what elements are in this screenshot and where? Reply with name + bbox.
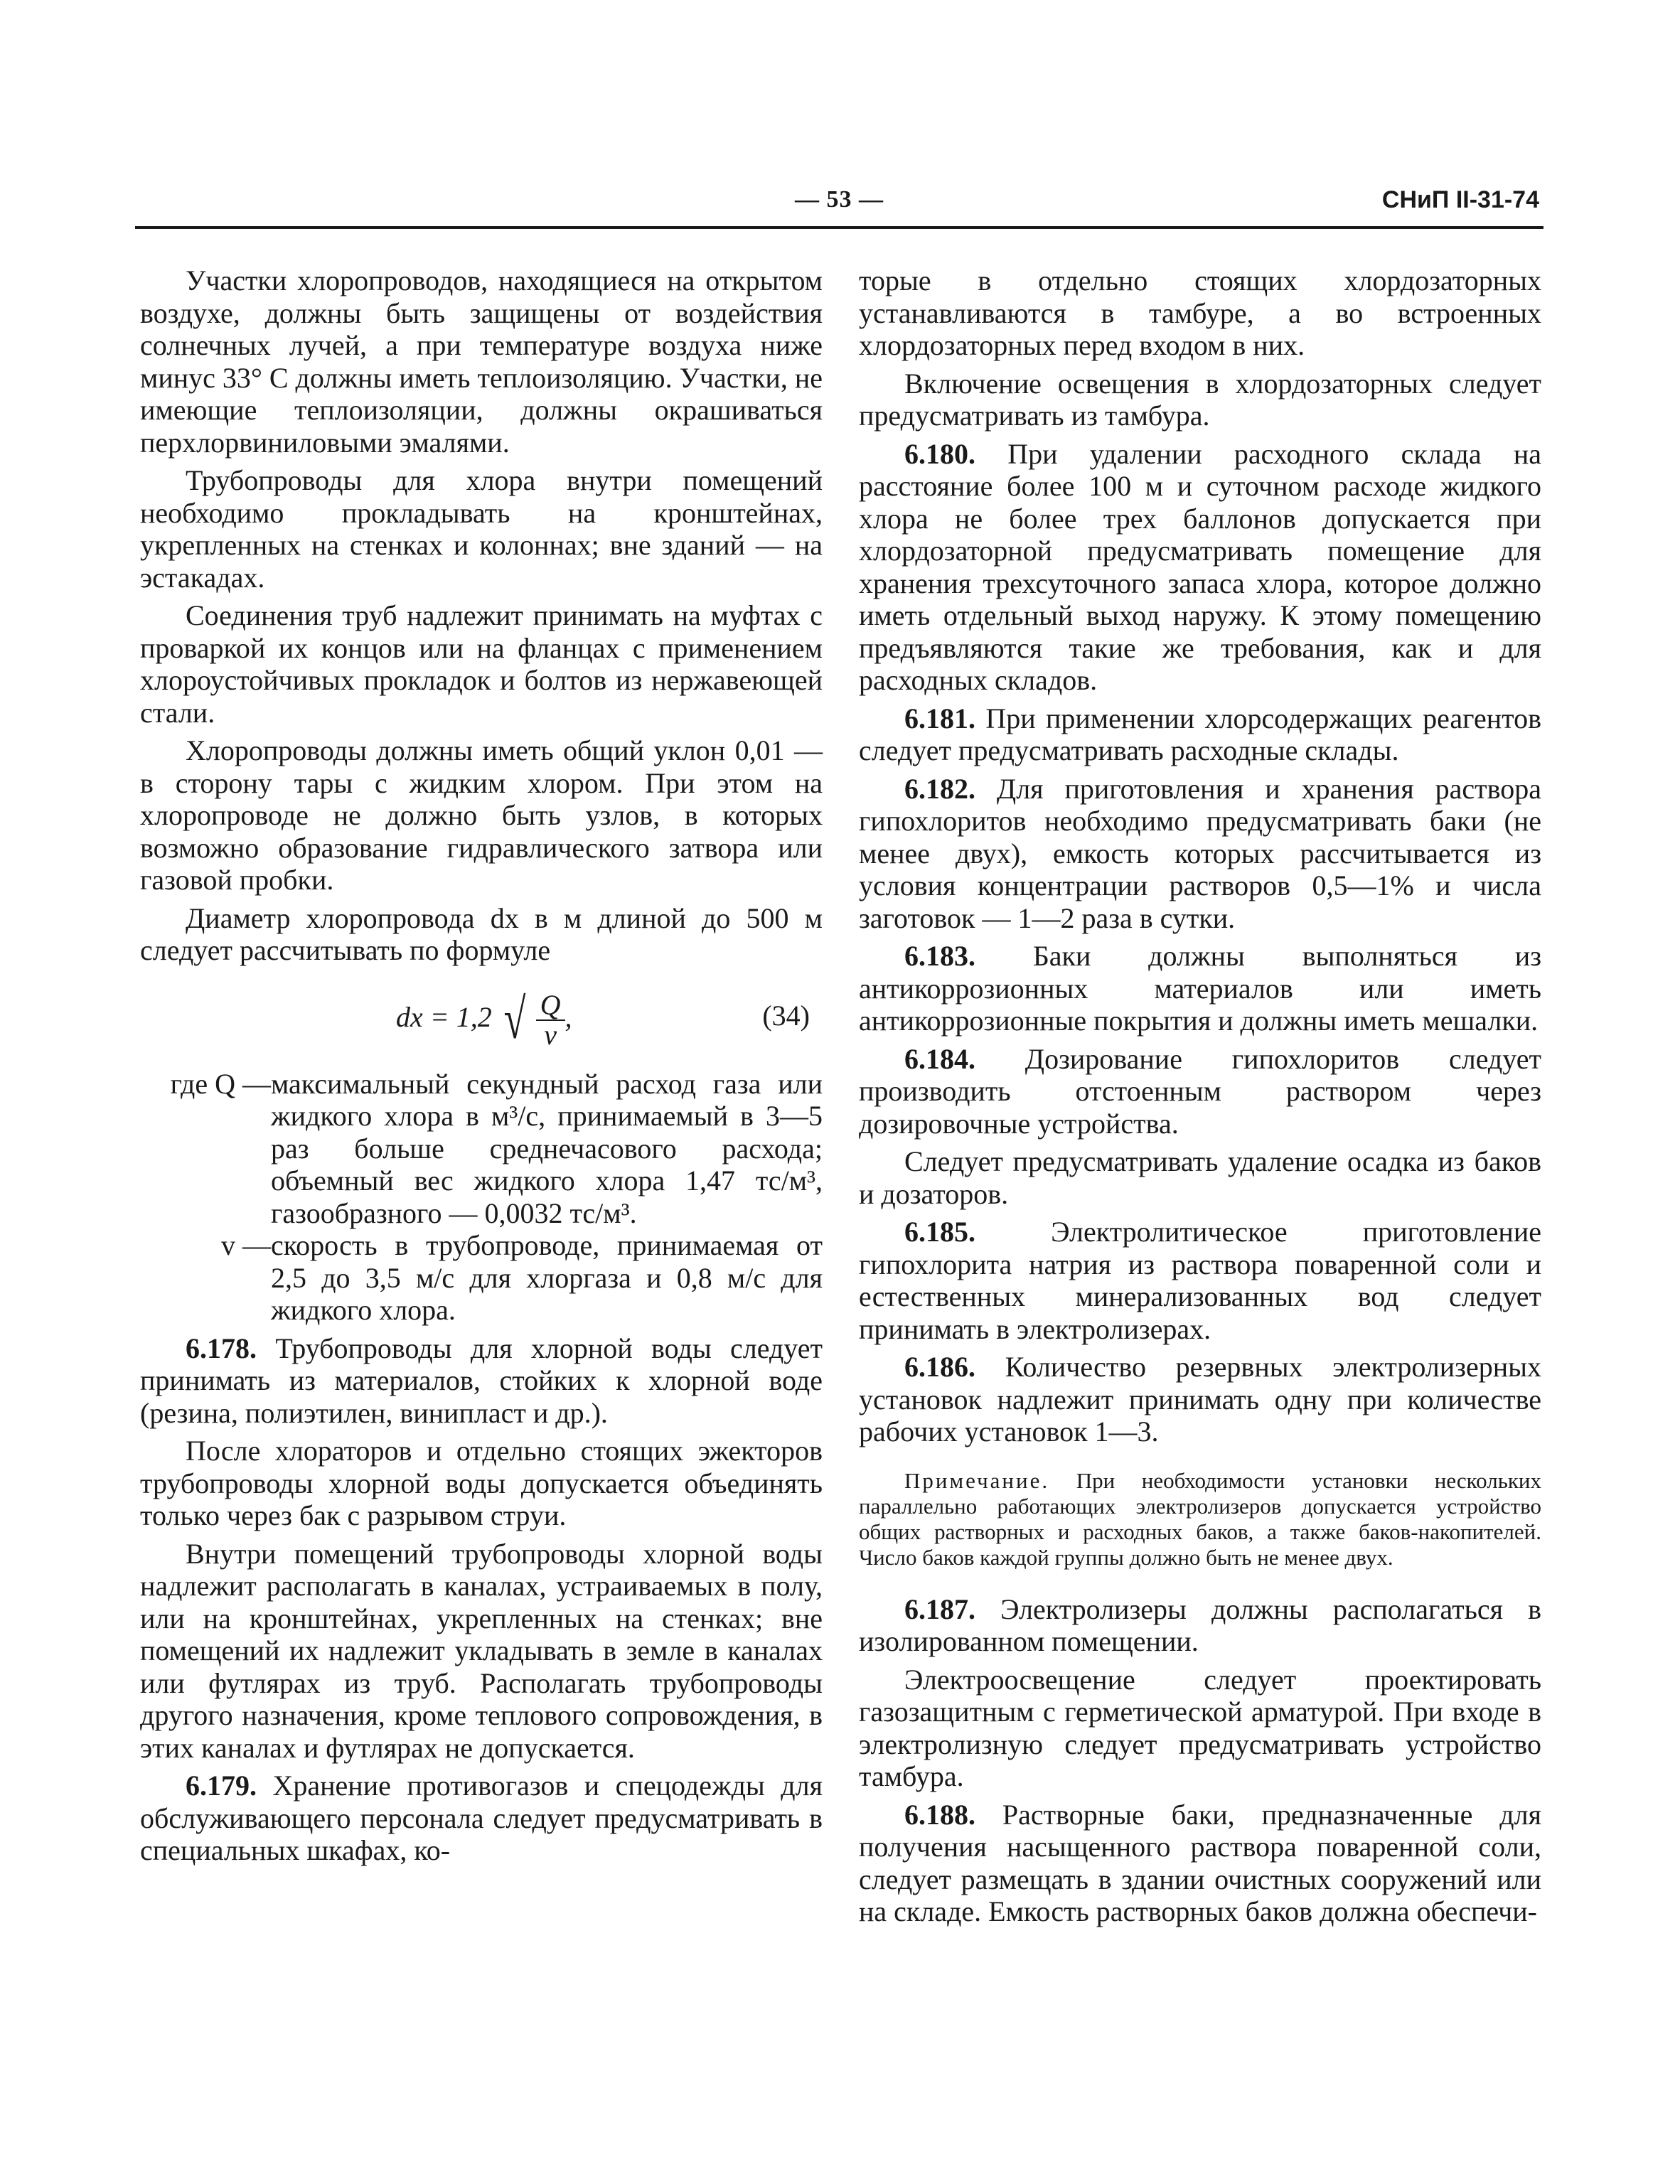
section-text: Количество резервных электролизерных установок надлежит принимать одну при количестве рабочих установок 1—3. <box>859 1351 1542 1447</box>
note-label: Примечание. <box>904 1467 1050 1493</box>
left-column <box>140 264 823 1867</box>
variable-definition: максимальный секундный расход газа или жидкого хлора в м³/с, принимаемый в 3—5 раз больше среднечасового расхода; объемный вес жидкого хлора 1,47 тс/м³, газообразного — 0,0032 тс/м³. <box>271 1067 823 1229</box>
paragraph: Участки хлоропроводов, находящиеся на открытом воздухе, должны быть защищены от воздействия солнечных лучей, а при температуре воздуха ниже минус 33° С должны иметь теплоизоляцию. Участки, не имеющие теплоизоляции, должны окрашиваться перхлорвиниловыми эмалями. <box>140 264 823 459</box>
variable-key: v — <box>221 1229 271 1261</box>
section-number: 6.181. <box>904 702 975 734</box>
page-number: — 53 — <box>795 186 884 213</box>
section-text: Хранение противогазов и спецодежды для обслуживающего персонала следует предусматривать в специальных шкафах, ко- <box>140 1770 823 1866</box>
document-code: СНиП II-31-74 <box>1381 186 1539 213</box>
section-number: 6.183. <box>904 940 975 972</box>
formula-34 <box>140 975 823 1061</box>
note <box>859 1468 1541 1570</box>
formula-fraction <box>536 988 565 1051</box>
section-text: Для приготовления и хранения раствора гипохлоритов необходимо предусматривать баки (не менее двух), емкость которых рассчитывается из условия концентрации растворов 0,5—1% и числа заготовок — 1—2 раза в сутки. <box>859 772 1541 934</box>
section-6-180 <box>859 438 1541 697</box>
variable-definitions <box>140 1068 823 1327</box>
paragraph: Трубопроводы для хлора внутри помещений необходимо прокладывать на кронштейнах, укрепленных на стенках и колоннах; вне зданий — на эстакадах. <box>140 464 823 594</box>
section-6-185 <box>859 1216 1541 1345</box>
section-number: 6.179. <box>186 1770 257 1802</box>
section-number: 6.180. <box>904 437 975 470</box>
right-column <box>859 264 1541 1928</box>
formula-tail: , <box>565 1000 572 1033</box>
section-6-179 <box>140 1770 823 1867</box>
variable-definition: скорость в трубопроводе, принимаемая от 2,5 до 3,5 м/с для хлоргаза и 0,8 м/с для жидкого хлора. <box>271 1229 823 1326</box>
section-number: 6.178. <box>186 1332 257 1364</box>
paragraph: Включение освещения в хлордозаторных следует предусматривать из тамбура. <box>859 367 1541 432</box>
section-6-184 <box>859 1043 1541 1140</box>
paragraph: торые в отдельно стоящих хлордозаторных устанавливаются в тамбуре, а во встроенных хлордозаторных перед входом в них. <box>859 264 1541 361</box>
formula-expression <box>396 987 572 1051</box>
paragraph: Внутри помещений трубопроводы хлорной воды надлежит располагать в каналах, устраиваемых в полу, или на кронштейнах, укрепленных на стенках; вне помещений их надлежит укладывать в земле в каналах или футлярах из труб. Располагать трубопроводы другого назначения, кроме теплового сопровождения, в этих каналах и футлярах не допускается. <box>140 1537 823 1764</box>
section-number: 6.182. <box>904 772 975 805</box>
section-6-188 <box>859 1799 1541 1928</box>
section-text: Баки должны выполняться из антикоррозионных материалов или иметь антикоррозионные покрытия и должны иметь мешалки. <box>859 940 1541 1037</box>
variable-key: где Q — <box>170 1067 271 1100</box>
page-header <box>135 186 1543 229</box>
section-text: Электролизеры должны располагаться в изолированном помещении. <box>859 1592 1541 1657</box>
section-number: 6.188. <box>904 1798 975 1831</box>
section-number: 6.187. <box>904 1592 975 1625</box>
section-6-186 <box>859 1351 1541 1448</box>
paragraph: После хлораторов и отдельно стоящих эжекторов трубопроводы хлорной воды допускается объединять только через бак с разрывом струи. <box>140 1435 823 1531</box>
section-6-182 <box>859 773 1541 935</box>
section-6-187 <box>859 1593 1541 1658</box>
formula-lhs: dx = 1,2 <box>396 1000 492 1033</box>
section-text: Дозирование гипохлоритов следует производить отстоенным раствором через дозировочные устройства. <box>859 1042 1541 1140</box>
section-text: Растворные баки, предназначенные для получения насыщенного раствора поваренной соли, следует размещать в здании очистных сооружений или на складе. Емкость растворных баков должна обеспечи- <box>859 1798 1542 1927</box>
paragraph: Хлоропроводы должны иметь общий уклон 0,01 — в сторону тары с жидким хлором. При этом на хлоропроводе не должно быть узлов, в которых возможно образование гидравлического затвора или газовой пробки. <box>140 734 823 896</box>
section-text: Электролитическое приготовление гипохлорита натрия из раствора поваренной соли и естественных минерализованных вод следует принимать в электролизерах. <box>859 1216 1541 1345</box>
paragraph: Соединения труб надлежит принимать на муфтах с проваркой их концов или на фланцах с применением хлороустойчивых прокладок и болтов из нержавеющей стали. <box>140 599 823 729</box>
section-6-183 <box>859 940 1541 1037</box>
formula-denominator: v <box>544 1018 557 1051</box>
formula-numerator: Q <box>536 991 565 1021</box>
formula-number: (34) <box>762 999 810 1032</box>
section-6-178 <box>140 1332 823 1430</box>
section-text: При удалении расходного склада на расстояние более 100 м и суточном расходе жидкого хлора не более трех баллонов допускается при хлордозаторной предусматривать помещение для хранения трехсуточного запаса хлора, которое должно иметь отдельный выход наружу. К этому помещению предъявляются такие же требования, как и для расходных складов. <box>859 437 1542 696</box>
sqrt-symbol: √ <box>503 987 526 1051</box>
section-6-181 <box>859 702 1541 767</box>
section-text: Трубопроводы для хлорной воды следует принимать из материалов, стойких к хлорной воде (резина, полиэтилен, винипласт и др.). <box>140 1332 823 1429</box>
paragraph: Диаметр хлоропровода dx в м длиной до 500 м следует рассчитывать по формуле <box>140 901 823 966</box>
section-number: 6.184. <box>904 1042 975 1075</box>
header-rule <box>135 226 1543 229</box>
section-number: 6.186. <box>904 1351 975 1383</box>
section-text: При применении хлорсодержащих реагентов следует предусматривать расходные склады. <box>859 702 1541 766</box>
paragraph: Следует предусматривать удаление осадка из баков и дозаторов. <box>859 1145 1541 1210</box>
note-text: При необходимости установки нескольких параллельно работающих электролизеров допускается устройство общих растворных и расходных баков, а также баков-накопителей. Число баков каждой группы должно быть не менее двух. <box>859 1467 1542 1570</box>
section-number: 6.185. <box>904 1216 975 1248</box>
paragraph: Электроосвещение следует проектировать газозащитным с герметической арматурой. При входе в электролизную следует предусматривать устройство тамбура. <box>859 1663 1541 1792</box>
